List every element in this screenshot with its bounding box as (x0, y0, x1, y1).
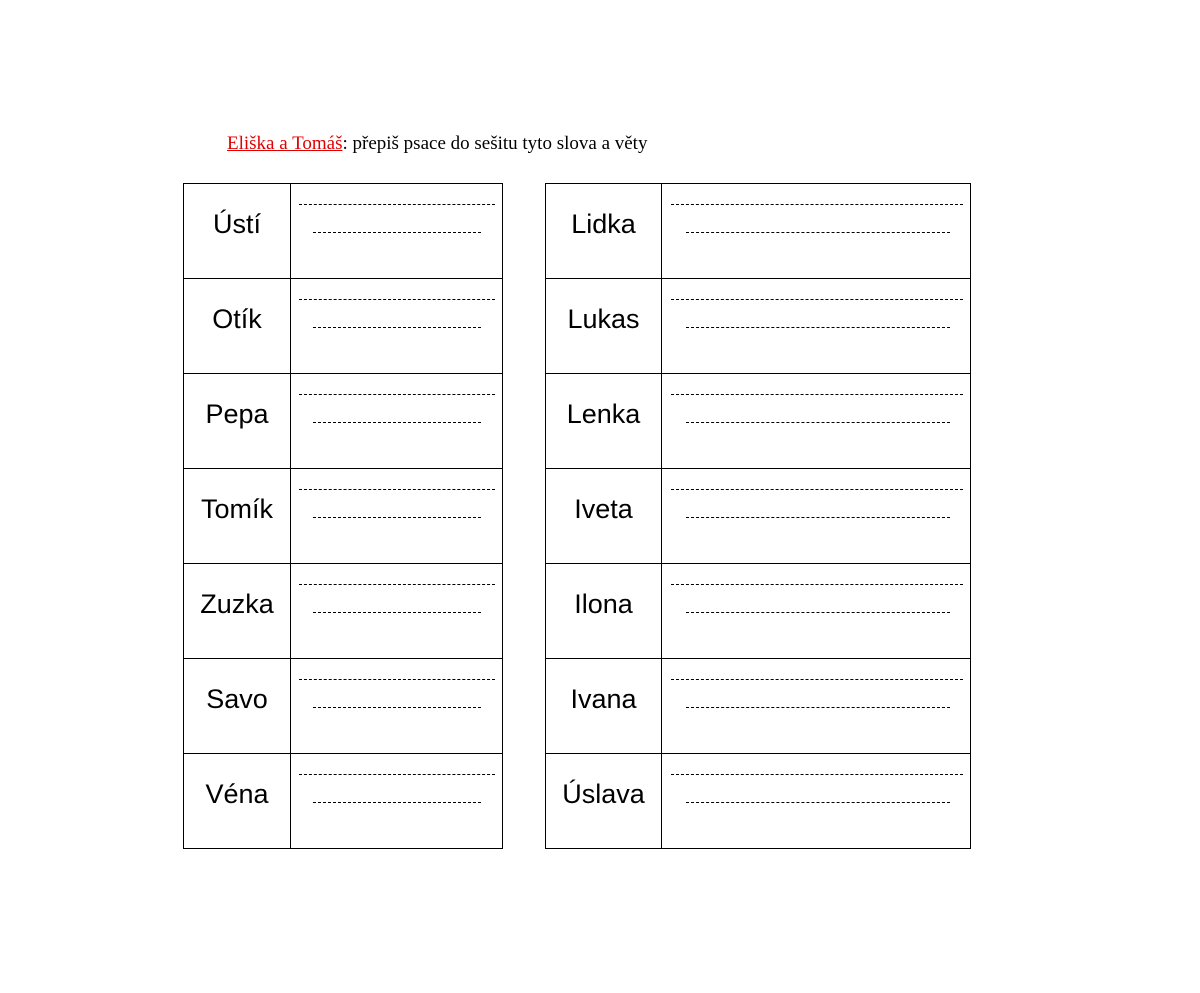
word-label: Savo (206, 683, 268, 714)
writing-cell (662, 659, 971, 754)
dashed-writing-line (686, 707, 950, 708)
writing-cell (291, 659, 503, 754)
table-row (546, 754, 971, 849)
writing-cell (291, 184, 503, 279)
dashed-writing-line (686, 612, 950, 613)
word-cell (546, 564, 662, 659)
dashed-writing-line (686, 327, 950, 328)
right-word-table (545, 183, 971, 849)
table-row (546, 184, 971, 279)
word-cell (184, 279, 291, 374)
table-row (184, 754, 503, 849)
table-row (184, 279, 503, 374)
dashed-writing-line (671, 584, 963, 585)
dashed-writing-line (313, 707, 481, 708)
word-label: Véna (205, 778, 269, 809)
dashed-writing-line (671, 299, 963, 300)
worksheet-heading (227, 133, 647, 155)
table-row (546, 469, 971, 564)
word-label: Ilona (574, 588, 633, 619)
dashed-writing-line (299, 774, 495, 775)
table-row (184, 184, 503, 279)
dashed-writing-line (299, 204, 495, 205)
dashed-writing-line (299, 394, 495, 395)
word-label: Iveta (574, 493, 633, 524)
writing-cell (662, 374, 971, 469)
word-cell (184, 659, 291, 754)
instruction-text: : přepiš psace do sešitu tyto slova a věty (342, 133, 648, 154)
table-row (184, 659, 503, 754)
dashed-writing-line (299, 584, 495, 585)
dashed-writing-line (299, 299, 495, 300)
dashed-writing-line (671, 774, 963, 775)
word-cell (184, 469, 291, 564)
dashed-writing-line (671, 679, 963, 680)
writing-cell (291, 374, 503, 469)
word-label: Úslava (562, 778, 645, 809)
writing-cell (662, 184, 971, 279)
table-row (546, 279, 971, 374)
dashed-writing-line (671, 489, 963, 490)
table-row (184, 469, 503, 564)
word-label: Ivana (570, 683, 637, 714)
dashed-writing-line (313, 232, 481, 233)
word-cell (184, 564, 291, 659)
dashed-writing-line (686, 422, 950, 423)
student-names: Eliška a Tomáš (227, 133, 343, 154)
dashed-writing-line (686, 517, 950, 518)
word-cell (546, 184, 662, 279)
word-label: Ústí (212, 208, 261, 239)
writing-cell (662, 279, 971, 374)
word-cell (546, 469, 662, 564)
word-cell (184, 374, 291, 469)
table-row (546, 564, 971, 659)
word-cell (184, 184, 291, 279)
table-row (546, 659, 971, 754)
table-row (546, 374, 971, 469)
dashed-writing-line (671, 204, 963, 205)
word-label: Lukas (567, 303, 640, 334)
word-label: Lidka (571, 208, 636, 239)
word-label: Zuzka (200, 588, 274, 619)
writing-cell (662, 469, 971, 564)
dashed-writing-line (313, 802, 481, 803)
table-row (184, 374, 503, 469)
dashed-writing-line (299, 679, 495, 680)
writing-cell (662, 564, 971, 659)
dashed-writing-line (671, 394, 963, 395)
writing-cell (291, 564, 503, 659)
word-label: Tomík (200, 493, 273, 524)
word-cell (546, 374, 662, 469)
dashed-writing-line (313, 422, 481, 423)
word-cell (546, 659, 662, 754)
word-label: Pepa (205, 398, 269, 429)
word-cell (546, 279, 662, 374)
writing-cell (662, 754, 971, 849)
word-cell (184, 754, 291, 849)
left-word-table (183, 183, 503, 849)
dashed-writing-line (686, 232, 950, 233)
table-row (184, 564, 503, 659)
dashed-writing-line (299, 489, 495, 490)
dashed-writing-line (313, 517, 481, 518)
word-label: Otík (212, 303, 262, 334)
dashed-writing-line (686, 802, 950, 803)
word-cell (546, 754, 662, 849)
writing-cell (291, 754, 503, 849)
dashed-writing-line (313, 327, 481, 328)
writing-cell (291, 279, 503, 374)
writing-cell (291, 469, 503, 564)
dashed-writing-line (313, 612, 481, 613)
word-label: Lenka (566, 398, 641, 429)
